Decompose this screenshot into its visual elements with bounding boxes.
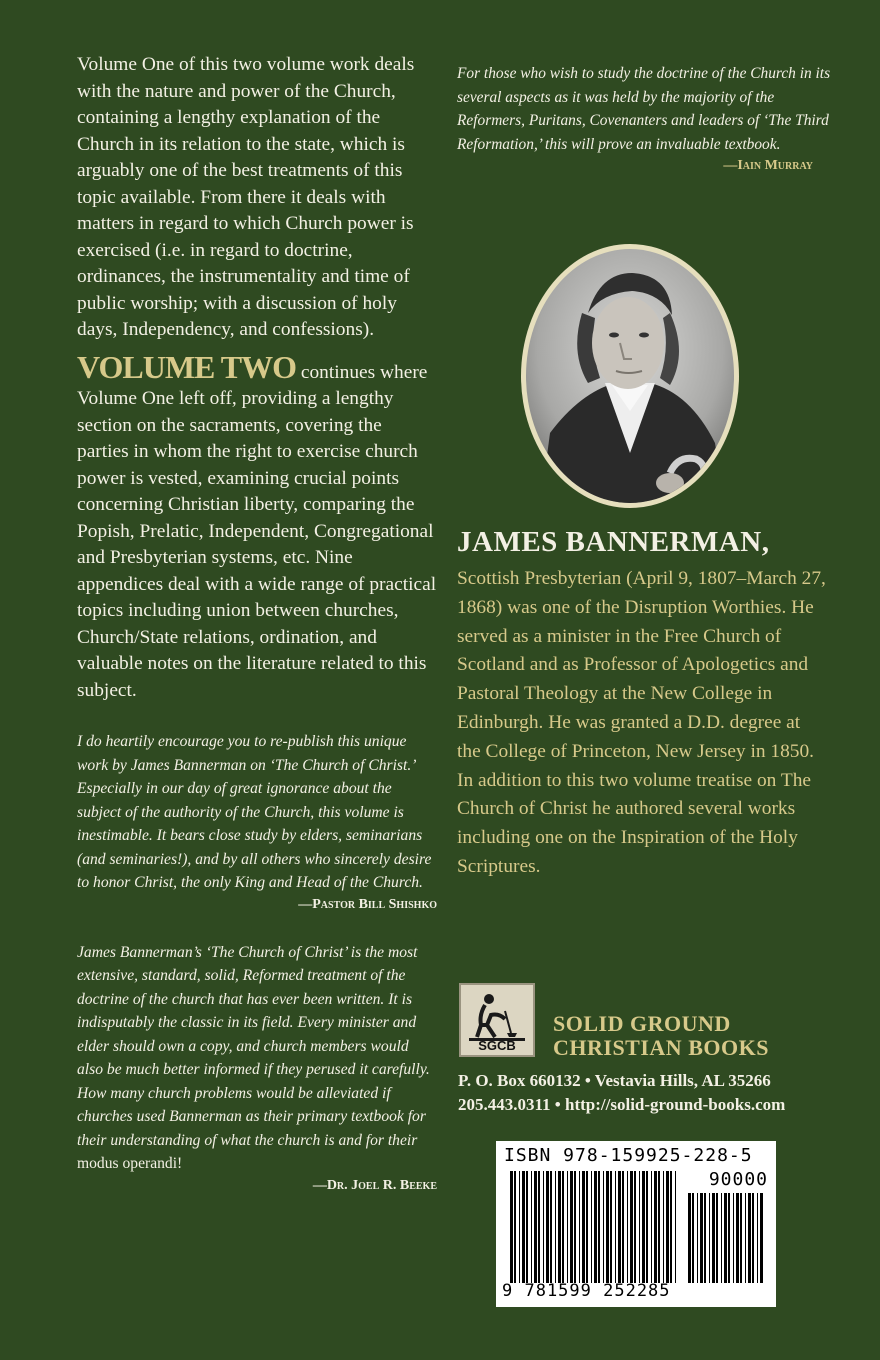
barcode-bar <box>658 1171 660 1283</box>
barcode-bar <box>712 1193 715 1283</box>
attribution-shishko: —Pastor Bill Shishko <box>298 896 437 912</box>
barcode-bar <box>558 1171 561 1283</box>
barcode-bar <box>630 1171 633 1283</box>
barcode-bar <box>627 1171 628 1283</box>
volume-two-description <box>77 348 437 705</box>
barcode-bar <box>582 1171 585 1283</box>
barcode-bar <box>748 1193 751 1283</box>
publisher-address: P. O. Box 660132 • Vestavia Hills, AL 35266 <box>458 1071 771 1090</box>
barcode-bar <box>570 1171 573 1283</box>
barcode-bar <box>692 1193 694 1283</box>
barcode-bar <box>634 1171 636 1283</box>
barcode-bar <box>745 1193 746 1283</box>
ean-digits: 9 781599 252285 <box>502 1281 671 1301</box>
attribution-beeke: —Dr. Joel R. Beeke <box>312 1177 437 1193</box>
volume-one-description: Volume One of this two volume work deals with the nature and power of the Church, containing a lengthy explanation of the Church in its relation to the state, which is arguably one of the best treatments of this topic available. From there it deals with matters in regard to which Church power is exercised (i.e. in regard to doctrine, ordinances, the instrumentality and time of public worship; with a discussion of holy days, Independency, and confessions). <box>77 54 415 340</box>
barcode-bar <box>752 1193 754 1283</box>
barcode-bar <box>704 1193 706 1283</box>
barcode-bar <box>567 1171 568 1283</box>
publisher-name <box>553 1012 769 1060</box>
barcode-bar <box>724 1193 727 1283</box>
barcode-bar <box>546 1171 549 1283</box>
barcode-bar <box>733 1193 734 1283</box>
barcode-bar <box>598 1171 600 1283</box>
barcode-bar <box>555 1171 556 1283</box>
barcode-bar <box>760 1193 763 1283</box>
barcode-bar <box>618 1171 621 1283</box>
quote-beeke-end: modus operandi! <box>77 1155 183 1172</box>
barcode-bar <box>688 1193 691 1283</box>
barcode-bar <box>534 1171 537 1283</box>
publisher-logo-text: SGCB <box>478 1038 516 1053</box>
publisher-name-line2: CHRISTIAN BOOKS <box>553 1035 769 1060</box>
volume-two-heading: VOLUME TWO <box>77 348 297 385</box>
barcode-bar <box>716 1193 718 1283</box>
barcode-bar <box>522 1171 525 1283</box>
barcode-bar <box>543 1171 544 1283</box>
barcode-bar <box>579 1171 580 1283</box>
barcode-bar <box>697 1193 698 1283</box>
isbn-barcode <box>496 1141 776 1307</box>
quote-beeke <box>77 941 437 1176</box>
barcode-bar <box>514 1171 516 1283</box>
left-column <box>77 52 437 1194</box>
right-column-quote <box>457 62 837 174</box>
isbn-number: ISBN 978-159925-228-5 <box>504 1145 753 1166</box>
quote-beeke-text: James Bannerman’s ‘The Church of Christ’ is the most extensive, standard, solid, Reformed treatment of the doctrine of the church that has ever been written. It is indisputably the classic in its field. Every minister and elder should own a copy, and church members would also be much better informed if they perused it carefully. How many church problems would be alleviated if churches used Bannerman as their primary textbook for their understanding of what the church is and for their <box>77 943 430 1149</box>
author-biography: Scottish Presbyterian (April 9, 1807–March 27, 1868) was one of the Disruption Worthies. He served as a minister in the Free Church of Scotland and as Professor of Apologetics and Pastoral Theology at the New College in Edinburgh. He was granted a D.D. degree at the College of Princeton, New Jersey in 1850. In addition to this two volume treatise on The Church of Christ he authored several works including one on the Inspiration of the Holy Scriptures. <box>457 568 826 877</box>
barcode-bar <box>728 1193 730 1283</box>
barcode-bar <box>646 1171 648 1283</box>
barcode-bar <box>663 1171 664 1283</box>
publisher-contact <box>458 1069 785 1117</box>
barcode-bar <box>531 1171 532 1283</box>
author-name: JAMES BANNERMAN, <box>457 526 770 558</box>
barcode-bar <box>526 1171 528 1283</box>
barcode-bar <box>606 1171 609 1283</box>
barcode-bar <box>603 1171 604 1283</box>
barcode-bar <box>654 1171 657 1283</box>
barcode-bar <box>675 1171 676 1283</box>
barcode-bar <box>562 1171 564 1283</box>
barcode-bar <box>574 1171 576 1283</box>
quote-shishko: I do heartily encourage you to re-publish this unique work by James Bannerman on ‘The Church of Christ.’ Especially in our day of great ignorance about the subject of the authority of the Church, this volume is inestimable. It bears close study by elders, seminarians (and seminaries!), and by all others who sincerely desire to honor Christ, the only King and Head of the Church. <box>77 733 432 891</box>
ean-barcode-bars <box>510 1171 680 1283</box>
barcode-bar <box>740 1193 742 1283</box>
barcode-bar <box>639 1171 640 1283</box>
barcode-bar <box>594 1171 597 1283</box>
barcode-bar <box>586 1171 588 1283</box>
author-portrait <box>520 243 740 509</box>
barcode-bar <box>670 1171 672 1283</box>
barcode-bar <box>538 1171 540 1283</box>
publisher-name-line1: SOLID GROUND <box>553 1011 731 1036</box>
barcode-bar <box>651 1171 652 1283</box>
barcode-bar <box>757 1193 758 1283</box>
barcode-bar <box>736 1193 739 1283</box>
barcode-bar <box>591 1171 592 1283</box>
barcode-bar <box>666 1171 669 1283</box>
price-code: 90000 <box>708 1169 768 1190</box>
attribution-murray: —Iain Murray <box>723 158 813 173</box>
portrait-image <box>520 243 740 509</box>
publisher-logo <box>459 983 535 1057</box>
barcode-bar <box>721 1193 722 1283</box>
volume-two-text: continues where Volume One left off, providing a lengthy section on the sacraments, covering the parties in whom the right to exercise church power is vested, examining crucial points concerning Christian liberty, comparing the Popish, Prelatic, Independent, Congregational and Presbyterian systems, etc. Nine appendices deal with a wide range of practical topics including union between churches, Church/State relations, ordination, and valuable notes on the literature related to this subject. <box>77 361 437 701</box>
publisher-phone-url: 205.443.0311 • http://solid-ground-books.com <box>458 1095 786 1114</box>
barcode-bar <box>550 1171 552 1283</box>
barcode-bar <box>510 1171 513 1283</box>
addon-barcode-bars <box>688 1193 764 1283</box>
barcode-bar <box>642 1171 645 1283</box>
quote-murray: For those who wish to study the doctrine of the Church in its several aspects as it was held by the majority of the Reformers, Puritans, Covenanters and leaders of ‘The Third Reformation,’ this will prove an invaluable textbook. <box>457 65 831 153</box>
barcode-bar <box>615 1171 616 1283</box>
barcode-bar <box>709 1193 710 1283</box>
barcode-bar <box>519 1171 520 1283</box>
barcode-bar <box>622 1171 624 1283</box>
barcode-bar <box>700 1193 703 1283</box>
barcode-bar <box>610 1171 612 1283</box>
